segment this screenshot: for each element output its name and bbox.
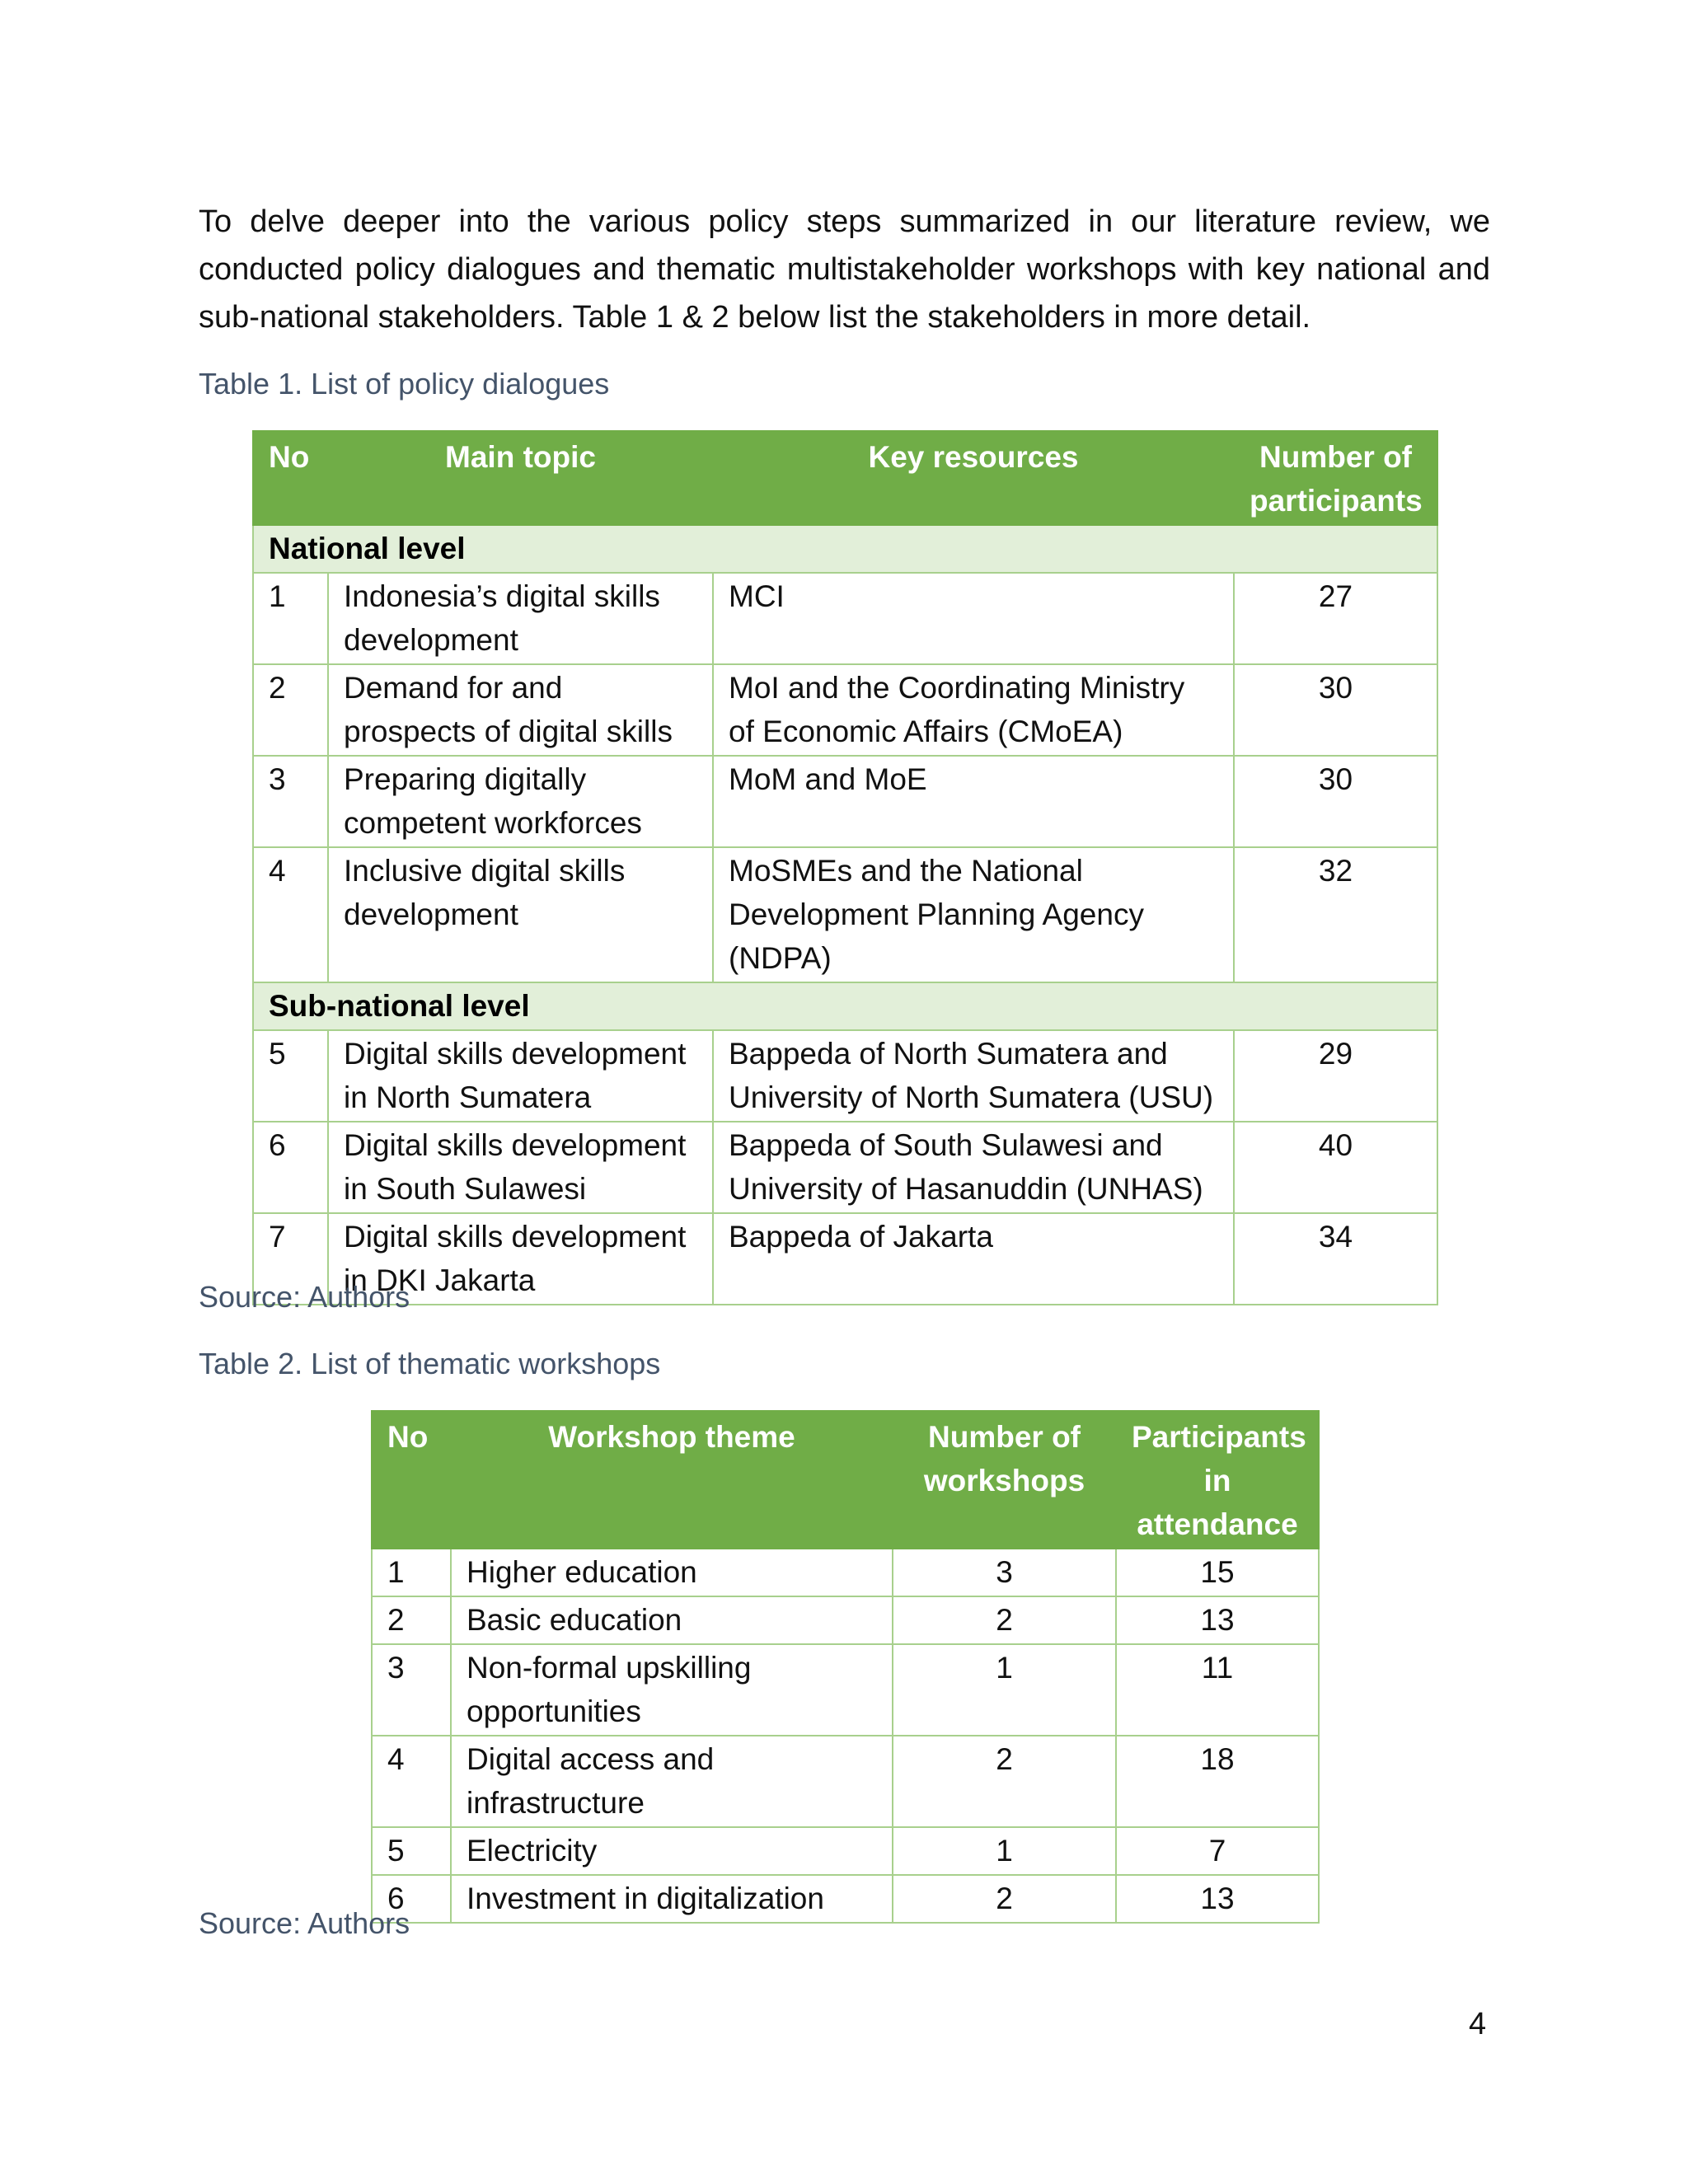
row-attendance: 7 — [1116, 1827, 1319, 1875]
row-no: 6 — [253, 1122, 328, 1213]
table-row — [253, 756, 1437, 847]
row-attendance: 13 — [1116, 1875, 1319, 1923]
table-row — [253, 847, 1437, 982]
table-row — [372, 1875, 1319, 1923]
row-workshops: 1 — [893, 1644, 1116, 1736]
row-participants: 30 — [1234, 756, 1437, 847]
intro-paragraph: To delve deeper into the various policy steps summarized in our literature review, we conducted policy dialogues and thematic multistakeholder workshops with key national and sub-national stakeholders. Table 1 & 2 below list the stakeholders in more detail. — [199, 204, 1490, 335]
row-theme: Non-formal upskilling opportunities — [451, 1644, 893, 1736]
table1-source: Source: Authors — [199, 1280, 410, 1314]
row-resources: MoM and MoE — [713, 756, 1234, 847]
row-resources: Bappeda of Jakarta — [713, 1213, 1234, 1305]
table2-header-attendance: Participants in attendance — [1116, 1411, 1319, 1549]
row-workshops: 3 — [893, 1549, 1116, 1596]
table2-header-no: No — [372, 1411, 451, 1549]
row-theme: Digital access and infrastructure — [451, 1736, 893, 1827]
row-participants: 40 — [1234, 1122, 1437, 1213]
table-row — [253, 1030, 1437, 1122]
row-no: 3 — [253, 756, 328, 847]
row-workshops: 2 — [893, 1596, 1116, 1644]
subnational-level-label: Sub-national level — [253, 982, 1437, 1030]
row-no: 5 — [253, 1030, 328, 1122]
national-level-label: National level — [253, 525, 1437, 573]
national-level-row — [253, 525, 1437, 573]
row-participants: 30 — [1234, 664, 1437, 756]
row-no: 2 — [372, 1596, 451, 1644]
table2-header-theme: Workshop theme — [451, 1411, 893, 1549]
table-row — [372, 1827, 1319, 1875]
table1-header-row — [253, 431, 1437, 525]
row-resources: Bappeda of North Sumatera and University of North Sumatera (USU) — [713, 1030, 1234, 1122]
row-no: 5 — [372, 1827, 451, 1875]
row-workshops: 2 — [893, 1875, 1116, 1923]
row-participants: 27 — [1234, 573, 1437, 664]
table-row — [253, 573, 1437, 664]
row-participants: 32 — [1234, 847, 1437, 982]
row-resources: MCI — [713, 573, 1234, 664]
row-no: 1 — [372, 1549, 451, 1596]
row-topic: Digital skills development in DKI Jakarta — [328, 1213, 713, 1305]
row-participants: 29 — [1234, 1030, 1437, 1122]
row-resources: Bappeda of South Sulawesi and University of Hasanuddin (UNHAS) — [713, 1122, 1234, 1213]
table1-header-resources: Key resources — [713, 431, 1234, 525]
row-participants: 34 — [1234, 1213, 1437, 1305]
row-resources: MoI and the Coordinating Ministry of Economic Affairs (CMoEA) — [713, 664, 1234, 756]
table-row — [253, 1122, 1437, 1213]
row-theme: Basic education — [451, 1596, 893, 1644]
row-topic: Digital skills development in South Sulawesi — [328, 1122, 713, 1213]
row-no: 1 — [253, 573, 328, 664]
table1-header-topic: Main topic — [328, 431, 713, 525]
row-topic: Indonesia’s digital skills development — [328, 573, 713, 664]
row-no: 6 — [372, 1875, 451, 1923]
row-theme: Higher education — [451, 1549, 893, 1596]
row-topic: Preparing digitally competent workforces — [328, 756, 713, 847]
table2-header-row — [372, 1411, 1319, 1549]
row-no: 2 — [253, 664, 328, 756]
row-no: 4 — [372, 1736, 451, 1827]
table1-caption: Table 1. List of policy dialogues — [199, 367, 610, 401]
row-topic: Demand for and prospects of digital skills — [328, 664, 713, 756]
thematic-workshops-table — [371, 1410, 1320, 1924]
policy-dialogues-table — [252, 430, 1438, 1305]
table1-header-participants: Number of participants — [1234, 431, 1437, 525]
table-row — [253, 664, 1437, 756]
row-resources: MoSMEs and the National Development Planning Agency (NDPA) — [713, 847, 1234, 982]
row-no: 7 — [253, 1213, 328, 1305]
row-workshops: 2 — [893, 1736, 1116, 1827]
row-attendance: 15 — [1116, 1549, 1319, 1596]
table-row — [253, 1213, 1437, 1305]
table2-caption: Table 2. List of thematic workshops — [199, 1347, 661, 1380]
page-number: 4 — [1469, 2007, 1487, 2041]
subnational-level-row — [253, 982, 1437, 1030]
table2-source: Source: Authors — [199, 1906, 410, 1940]
row-attendance: 18 — [1116, 1736, 1319, 1827]
table-row — [372, 1644, 1319, 1736]
row-no: 3 — [372, 1644, 451, 1736]
row-theme: Electricity — [451, 1827, 893, 1875]
table-row — [372, 1596, 1319, 1644]
row-no: 4 — [253, 847, 328, 982]
table-row — [372, 1736, 1319, 1827]
table1-header-no: No — [253, 431, 328, 525]
row-topic: Inclusive digital skills development — [328, 847, 713, 982]
row-attendance: 11 — [1116, 1644, 1319, 1736]
row-theme: Investment in digitalization — [451, 1875, 893, 1923]
table2-header-workshops: Number of workshops — [893, 1411, 1116, 1549]
table-row — [372, 1549, 1319, 1596]
row-attendance: 13 — [1116, 1596, 1319, 1644]
row-workshops: 1 — [893, 1827, 1116, 1875]
row-topic: Digital skills development in North Sumatera — [328, 1030, 713, 1122]
